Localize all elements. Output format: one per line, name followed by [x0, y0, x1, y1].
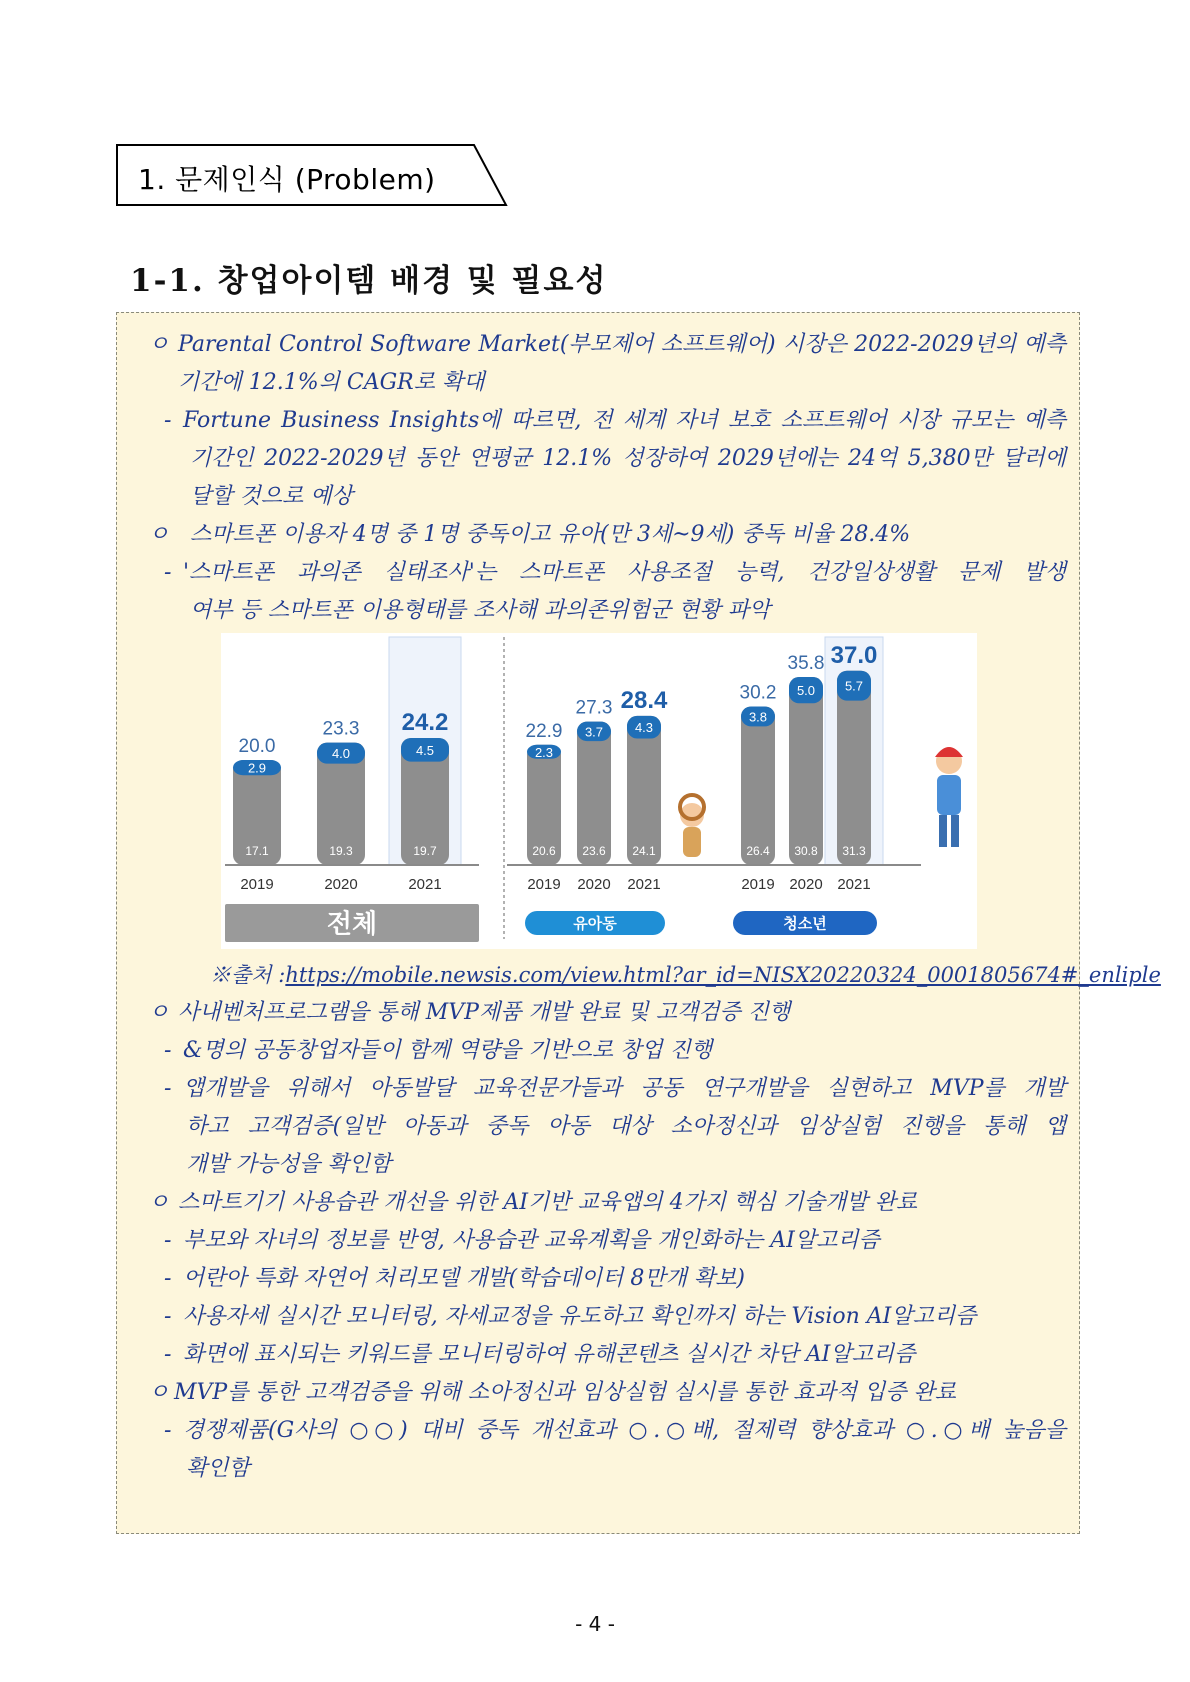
dash-text: 기간인 2022-2029년 동안 연평균 12.1% 성장하여 2029년에는 24억 5,380만 달러에 — [190, 446, 1066, 471]
child-figure-body — [683, 827, 701, 857]
bullet-text: 기간에 12.1%의 CAGR로 확대 — [178, 370, 485, 395]
bullet-text: 스마트폰 이용자 4명 중 1명 중독이고 유아(만 3세~9세) 중독 비율 28.4% — [190, 522, 911, 547]
bullet-text: MVP를 통한 고객검증을 위해 소아정신과 임상실험 실시를 통한 효과적 입증 완료 — [174, 1380, 956, 1405]
year-tick-label: 2021 — [408, 876, 442, 893]
subsection-title-text: 창업아이템 배경 및 필요성 — [217, 263, 608, 299]
bottom-value-label: 23.6 — [582, 844, 606, 858]
teen-figure-body — [937, 775, 961, 815]
total-value-label: 35.8 — [787, 653, 825, 675]
top-value-label: 2.3 — [534, 744, 554, 760]
dash-marker: - — [164, 1038, 172, 1063]
dash-marker: - — [164, 1342, 172, 1367]
total-value-label: 27.3 — [575, 697, 613, 719]
total-value-label: 28.4 — [620, 686, 668, 714]
group-label: 전체 — [326, 909, 378, 940]
section-title — [138, 158, 436, 198]
dash-text: 확인함 — [186, 1456, 250, 1481]
dash-marker: - — [164, 408, 172, 433]
total-value-label: 23.3 — [322, 718, 360, 740]
dash-marker: - — [164, 1228, 172, 1253]
teen-figure-cap — [935, 747, 963, 757]
bottom-value-label: 30.8 — [794, 844, 818, 858]
teen-figure-leg — [951, 815, 959, 847]
bottom-value-label: 31.3 — [842, 844, 866, 858]
dash-text: '스마트폰 과의존 실태조사'는 스마트폰 사용조절 능력, 건강일상생활 문제 발생 — [183, 560, 1066, 585]
bullet-marker: ㅇ — [148, 522, 170, 547]
dash-text: &명의 공동창업자들이 함께 역량을 기반으로 창업 진행 — [183, 1038, 713, 1063]
dash-text: 달할 것으로 예상 — [190, 484, 353, 509]
dash-text: 여부 등 스마트폰 이용형태를 조사해 과의존위험군 현황 파악 — [190, 598, 771, 623]
total-value-label: 37.0 — [830, 641, 878, 669]
source-line — [210, 960, 1161, 990]
dash-text: Fortune Business Insights에 따르면, 전 세계 자녀 보호 소프트웨어 시장 규모는 예측 — [183, 408, 1066, 433]
bullet-marker: ㅇ — [148, 332, 170, 357]
section-number: 1. — [138, 163, 166, 196]
bottom-value-label: 19.7 — [413, 844, 437, 858]
subsection-number: 1-1. — [130, 263, 205, 299]
bottom-value-label: 20.6 — [532, 844, 556, 858]
bullet-marker: ㅇ — [148, 1380, 170, 1405]
source-prefix: ※출처 : — [210, 963, 286, 987]
bottom-value-label: 24.1 — [632, 844, 656, 858]
top-value-label: 3.8 — [748, 709, 768, 725]
bullet-marker: ㅇ — [148, 1190, 170, 1215]
bullet-text: 사내벤처프로그램을 통해 MVP제품 개발 완료 및 고객검증 진행 — [178, 1000, 791, 1025]
top-value-label: 5.7 — [844, 678, 864, 694]
bottom-value-label: 17.1 — [245, 844, 269, 858]
dash-text: 앱개발을 위해서 아동발달 교육전문가들과 공동 연구개발을 실현하고 MVP를 개발 — [183, 1076, 1066, 1101]
page-number: - 4 - — [575, 1612, 615, 1636]
dash-marker: - — [164, 1418, 172, 1443]
dash-text: 개발 가능성을 확인함 — [186, 1152, 392, 1177]
year-tick-label: 2020 — [577, 876, 611, 893]
year-tick-label: 2019 — [527, 876, 561, 893]
subsection-title — [130, 255, 607, 300]
section-heading — [116, 144, 508, 206]
bar-bottom-2-0 — [741, 706, 775, 865]
bullet-text: Parental Control Software Market(부모제어 소프트웨어) 시장은 2022-2029년의 예측 — [178, 332, 1066, 357]
bullet-marker: ㅇ — [148, 1000, 170, 1025]
section-title-text: 문제인식 (Problem) — [175, 163, 436, 196]
chart-canvas — [221, 633, 977, 949]
year-tick-label: 2019 — [741, 876, 775, 893]
top-value-label: 2.9 — [247, 760, 267, 776]
bottom-value-label: 26.4 — [746, 844, 770, 858]
dash-marker: - — [164, 560, 172, 585]
top-value-label: 4.0 — [331, 746, 351, 762]
dash-text: 어란아 특화 자연어 처리모델 개발(학습데이터 8만개 확보) — [183, 1266, 745, 1291]
year-tick-label: 2019 — [240, 876, 274, 893]
top-value-label: 3.7 — [584, 724, 604, 740]
top-value-label: 4.5 — [415, 742, 435, 758]
source-link[interactable]: https://mobile.newsis.com/view.html?ar_id=NISX20220324_0001805674#_enliple — [285, 963, 1161, 987]
top-value-label: 5.0 — [796, 683, 816, 699]
dash-text: 화면에 표시되는 키워드를 모니터링하여 유해콘텐츠 실시간 차단 AI알고리즘 — [183, 1342, 916, 1367]
bullet-text: 스마트기기 사용습관 개선을 위한 AI기반 교육앱의 4가지 핵심 기술개발 완료 — [178, 1190, 918, 1215]
total-value-label: 22.9 — [525, 720, 563, 742]
year-tick-label: 2020 — [324, 876, 358, 893]
teen-figure-leg — [939, 815, 947, 847]
dash-marker: - — [164, 1304, 172, 1329]
dash-marker: - — [164, 1266, 172, 1291]
bottom-value-label: 19.3 — [329, 844, 353, 858]
bar-bottom-2-1 — [789, 677, 823, 865]
total-value-label: 30.2 — [739, 682, 777, 704]
total-value-label: 24.2 — [401, 708, 449, 736]
dash-marker: - — [164, 1076, 172, 1101]
dash-text: 경쟁제품(G사의 ○○) 대비 중독 개선효과 ○.○배, 절제력 향상효과 ○.○배 높음을 — [183, 1418, 1066, 1443]
year-tick-label: 2021 — [627, 876, 661, 893]
year-tick-label: 2021 — [837, 876, 871, 893]
top-value-label: 4.3 — [634, 720, 654, 736]
group-label: 청소년 — [783, 914, 827, 933]
addiction-rate-chart — [221, 633, 977, 949]
dash-text: 하고 고객검증(일반 아동과 중독 아동 대상 소아정신과 임상실험 진행을 통해 앱 — [186, 1114, 1066, 1139]
dash-text: 부모와 자녀의 정보를 반영, 사용습관 교육계획을 개인화하는 AI알고리즘 — [183, 1228, 880, 1253]
total-value-label: 20.0 — [238, 736, 276, 757]
dash-text: 사용자세 실시간 모니터링, 자세교정을 유도하고 확인까지 하는 Vision AI알고리즘 — [183, 1304, 977, 1329]
year-tick-label: 2020 — [789, 876, 823, 893]
group-label: 유아동 — [573, 914, 617, 933]
